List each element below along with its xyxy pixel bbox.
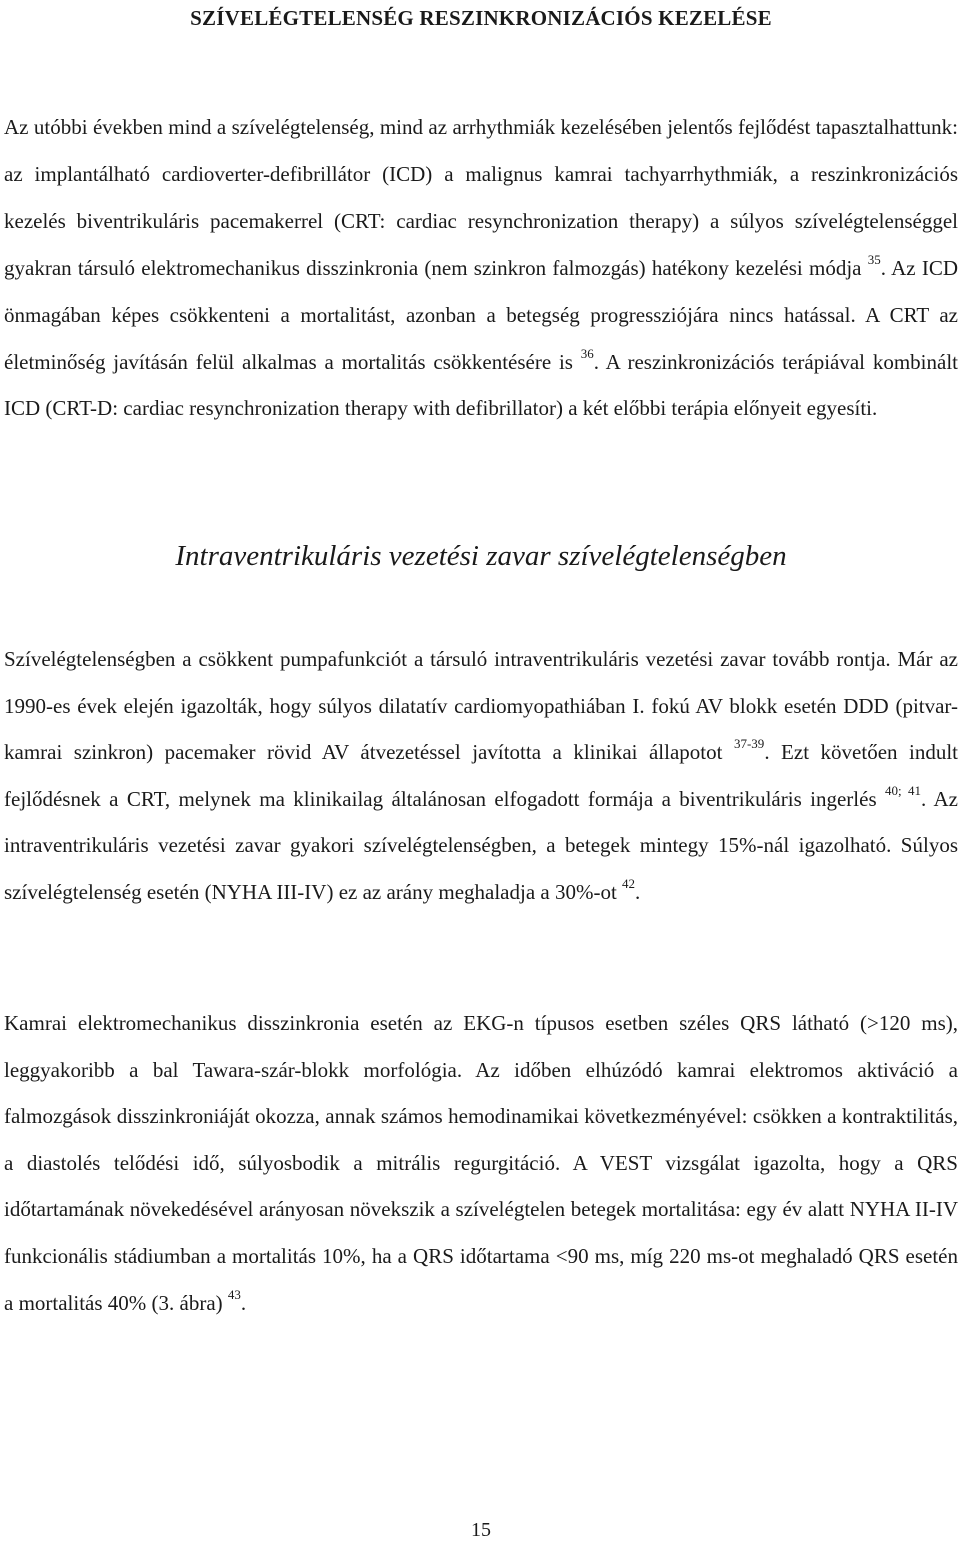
paragraph-intro	[4, 104, 958, 432]
paragraph-text: Az utóbbi években mind a szívelégtelenség, mind az arrhythmiák kezelésében jelentős fejlődést tapasztalhattunk: az implantálható cardioverter-defibrillátor (ICD) a malignus kamrai tachyarrhythmiák, a reszinkronizációs kezelés biventrikuláris pacemakerrel (CRT: cardiac resynchronization therapy) a súlyos szívelégtelenséggel gyakran társuló elektromechanikus disszinkronia (nem szinkron falmozgás) hatékony kezelési módja	[4, 115, 958, 280]
paragraph-text: Kamrai elektromechanikus disszinkronia esetén az EKG-n típusos esetben széles QRS látható (>120 ms), leggyakoribb a bal Tawara-szár-blokk morfológia. Az időben elhúzódó kamrai elektromos aktiváció a falmozgások disszinkroniáját okozza, annak számos hemodinamikai következményével: csökken a kontraktilitás, a diastolés telődési idő, súlyosbodik a mitrális regurgitáció. A VEST vizsgálat igazolta, hogy a QRS időtartamának növekedésével arányosan növekszik a szívelégtelen betegek mortalitása: egy év alatt NYHA II-IV funkcionális stádiumban a mortalitás 10%, ha a QRS időtartama <90 ms, míg 220 ms-ot meghaladó QRS esetén a mortalitás 40% (3. ábra)	[4, 1011, 958, 1315]
paragraph-text: .	[635, 879, 641, 904]
reference-marker: 36	[580, 345, 594, 361]
paragraph-conduction	[4, 636, 958, 916]
reference-marker: 35	[867, 251, 881, 267]
reference-marker: 40; 41	[885, 782, 922, 798]
paragraph-text: . Az intraventrikuláris vezetési zavar gyakori szívelégtelenségben, a betegek mintegy 15%-nál igazolható. Súlyos szívelégtelenség esetén (NYHA III-IV) ez az arány meghaladja a 30%-ot	[4, 786, 958, 904]
page-number: 15	[471, 1519, 491, 1541]
paragraph-text: . A reszinkronizációs terápiával kombinált ICD (CRT-D: cardiac resynchronization therapy with defibrillator) a két előbbi terápia előnyeit egyesíti.	[4, 349, 958, 421]
paragraph-dyssynchrony	[4, 1000, 958, 1326]
page-title: SZÍVELÉGTELENSÉG RESZINKRONIZÁCIÓS KEZELÉSE	[190, 6, 772, 30]
paragraph-text: .	[240, 1290, 247, 1315]
section-heading: Intraventrikuláris vezetési zavar szívelégtelenségben	[175, 540, 787, 572]
reference-marker: 37-39	[733, 736, 765, 752]
reference-marker: 42	[622, 875, 636, 891]
paragraph-text: . Ezt követően indult fejlődésnek a CRT, melynek ma klinikailag általánosan elfogadott formája a biventrikuláris ingerlés	[4, 740, 959, 811]
paragraph-text: . Az ICD önmagában képes csökkenteni a mortalitást, azonban a betegség progressziójára nincs hatással. A CRT az életminőség javításán felül alkalmas a mortalitás csökkentésére is	[4, 255, 959, 374]
paragraph-text: Szívelégtelenségben a csökkent pumpafunkciót a társuló intraventrikuláris vezetési zavar tovább rontja. Már az 1990-es évek elején igazolták, hogy súlyos dilatatív cardiomyopathiában I. fokú AV blokk esetén DDD (pitvar-kamrai szinkron) pacemaker rövid AV átvezetéssel javította a klinikai állapotot	[4, 647, 958, 765]
reference-marker: 43	[227, 1286, 241, 1302]
